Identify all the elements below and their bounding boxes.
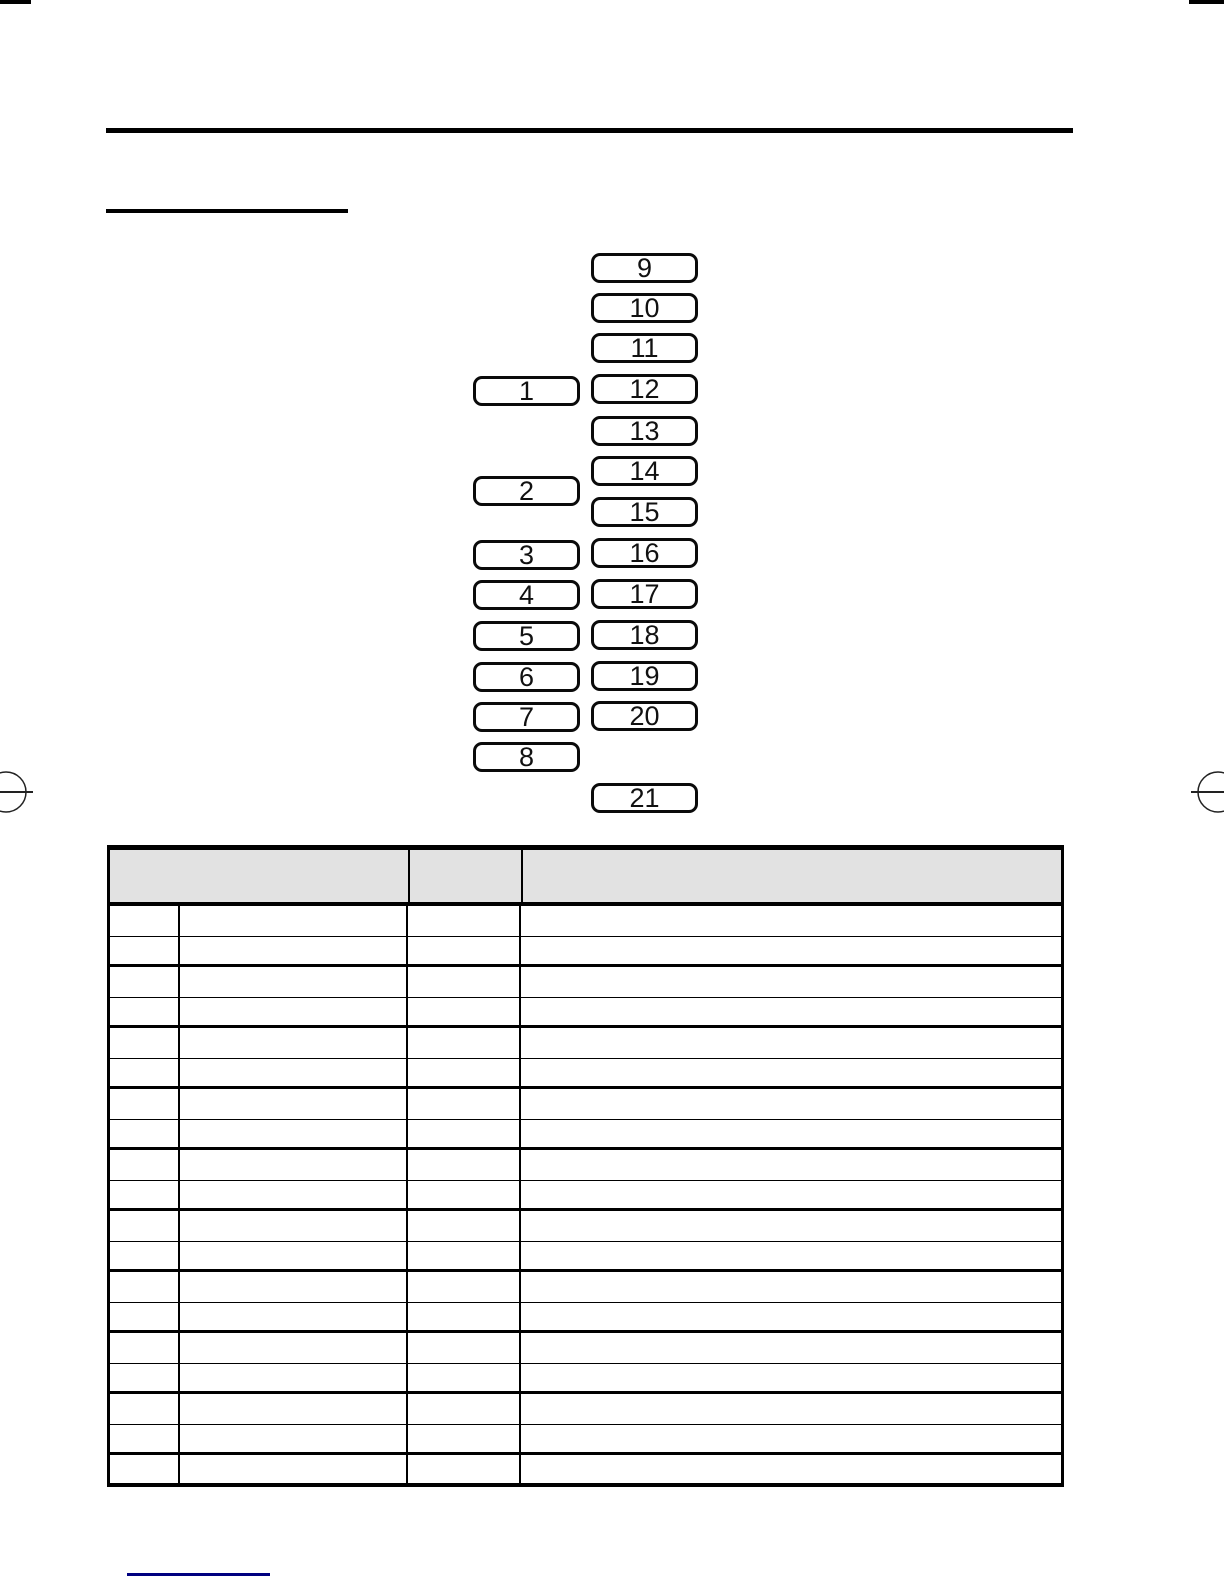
table-cell xyxy=(521,1364,1061,1392)
table-cell xyxy=(180,1120,408,1148)
crop-mark-top-left xyxy=(0,0,31,4)
table-cell xyxy=(180,1181,408,1209)
fuse-slot-10: 10 xyxy=(591,293,698,323)
fuse-description-table xyxy=(107,845,1064,1487)
fuse-slot-13: 13 xyxy=(591,416,698,446)
table-cell xyxy=(521,1303,1061,1331)
table-row xyxy=(110,1028,1061,1059)
registration-mark-right xyxy=(1184,765,1224,820)
table-cell xyxy=(521,906,1061,936)
fuse-slot-12: 12 xyxy=(591,374,698,404)
table-cell xyxy=(521,1089,1061,1119)
table-row xyxy=(110,1303,1061,1334)
fuse-slot-20: 20 xyxy=(591,701,698,731)
table-header-cell-circuit xyxy=(523,850,1061,902)
table-body xyxy=(110,906,1061,1483)
table-cell xyxy=(521,1394,1061,1424)
table-cell xyxy=(110,1211,180,1241)
table-cell xyxy=(180,1150,408,1180)
table-cell xyxy=(180,906,408,936)
table-cell xyxy=(521,1028,1061,1058)
fuse-slot-19: 19 xyxy=(591,661,698,691)
table-cell xyxy=(180,1242,408,1270)
table-cell xyxy=(180,1364,408,1392)
table-cell xyxy=(408,1059,521,1087)
table-row xyxy=(110,1211,1061,1242)
table-row xyxy=(110,967,1061,998)
table-cell xyxy=(408,1089,521,1119)
table-cell xyxy=(521,1272,1061,1302)
chapter-top-rule xyxy=(106,128,1073,133)
table-cell xyxy=(110,1242,180,1270)
table-header-row xyxy=(110,850,1061,906)
table-cell xyxy=(521,1059,1061,1087)
table-cell xyxy=(110,1425,180,1453)
table-cell xyxy=(521,1120,1061,1148)
fuse-slot-4: 4 xyxy=(473,580,580,610)
table-cell xyxy=(110,1303,180,1331)
table-cell xyxy=(408,1028,521,1058)
table-cell xyxy=(521,937,1061,965)
table-cell xyxy=(408,906,521,936)
table-cell xyxy=(180,1272,408,1302)
footer-link-underline xyxy=(127,1573,270,1576)
table-cell xyxy=(180,998,408,1026)
table-cell xyxy=(110,967,180,997)
table-row xyxy=(110,1455,1061,1483)
fuse-slot-11: 11 xyxy=(591,333,698,363)
fuse-slot-16: 16 xyxy=(591,538,698,568)
table-cell xyxy=(180,1303,408,1331)
table-header-cell-fuse xyxy=(110,850,410,902)
table-cell xyxy=(521,1425,1061,1453)
table-cell xyxy=(180,937,408,965)
table-cell xyxy=(521,1150,1061,1180)
table-row xyxy=(110,1059,1061,1090)
fuse-slot-5: 5 xyxy=(473,621,580,651)
table-cell xyxy=(110,906,180,936)
table-cell xyxy=(408,1303,521,1331)
table-cell xyxy=(408,1120,521,1148)
table-cell xyxy=(110,1394,180,1424)
fuse-slot-21: 21 xyxy=(591,783,698,813)
table-cell xyxy=(408,967,521,997)
table-cell xyxy=(110,1059,180,1087)
table-cell xyxy=(110,1181,180,1209)
table-cell xyxy=(521,1455,1061,1483)
table-cell xyxy=(110,1455,180,1483)
table-cell xyxy=(408,1425,521,1453)
table-cell xyxy=(408,1394,521,1424)
table-cell xyxy=(408,1333,521,1363)
fuse-slot-17: 17 xyxy=(591,579,698,609)
fuse-slot-15: 15 xyxy=(591,497,698,527)
crop-mark-top-right xyxy=(1189,0,1224,4)
table-cell xyxy=(521,1333,1061,1363)
section-heading-underline xyxy=(106,209,348,213)
table-cell xyxy=(110,1028,180,1058)
table-row xyxy=(110,1394,1061,1425)
table-cell xyxy=(408,1242,521,1270)
table-cell xyxy=(521,998,1061,1026)
table-cell xyxy=(521,1211,1061,1241)
table-cell xyxy=(408,1455,521,1483)
table-row xyxy=(110,1333,1061,1364)
table-row xyxy=(110,1272,1061,1303)
table-cell xyxy=(408,1181,521,1209)
table-cell xyxy=(521,1181,1061,1209)
fuse-slot-18: 18 xyxy=(591,620,698,650)
fuse-slot-7: 7 xyxy=(473,702,580,732)
table-cell xyxy=(180,1211,408,1241)
table-cell xyxy=(408,1211,521,1241)
fuse-slot-8: 8 xyxy=(473,742,580,772)
table-row xyxy=(110,1425,1061,1456)
fuse-slot-1: 1 xyxy=(473,376,580,406)
table-row xyxy=(110,1120,1061,1151)
table-cell xyxy=(521,1242,1061,1270)
table-cell xyxy=(110,937,180,965)
table-cell xyxy=(408,1150,521,1180)
table-cell xyxy=(110,1272,180,1302)
fuse-slot-2: 2 xyxy=(473,476,580,506)
table-cell xyxy=(180,1425,408,1453)
fuse-slot-14: 14 xyxy=(591,456,698,486)
table-cell xyxy=(408,937,521,965)
table-cell xyxy=(180,1394,408,1424)
table-row xyxy=(110,1364,1061,1395)
table-row xyxy=(110,1181,1061,1212)
table-cell xyxy=(408,1272,521,1302)
table-row xyxy=(110,906,1061,937)
table-row xyxy=(110,998,1061,1029)
table-cell xyxy=(110,1333,180,1363)
table-cell xyxy=(180,1089,408,1119)
table-row xyxy=(110,1089,1061,1120)
fuse-slot-9: 9 xyxy=(591,253,698,283)
table-cell xyxy=(110,1364,180,1392)
table-cell xyxy=(408,1364,521,1392)
table-cell xyxy=(180,1028,408,1058)
fuse-slot-6: 6 xyxy=(473,662,580,692)
table-cell xyxy=(110,998,180,1026)
table-row xyxy=(110,937,1061,968)
table-cell xyxy=(180,967,408,997)
table-row xyxy=(110,1150,1061,1181)
table-cell xyxy=(408,998,521,1026)
table-cell xyxy=(521,967,1061,997)
table-row xyxy=(110,1242,1061,1273)
registration-mark-left xyxy=(0,765,40,820)
table-cell xyxy=(110,1120,180,1148)
table-cell xyxy=(110,1089,180,1119)
table-cell xyxy=(180,1333,408,1363)
table-cell xyxy=(180,1455,408,1483)
table-cell xyxy=(110,1150,180,1180)
table-header-cell-rating xyxy=(410,850,523,902)
fuse-slot-3: 3 xyxy=(473,540,580,570)
table-cell xyxy=(180,1059,408,1087)
